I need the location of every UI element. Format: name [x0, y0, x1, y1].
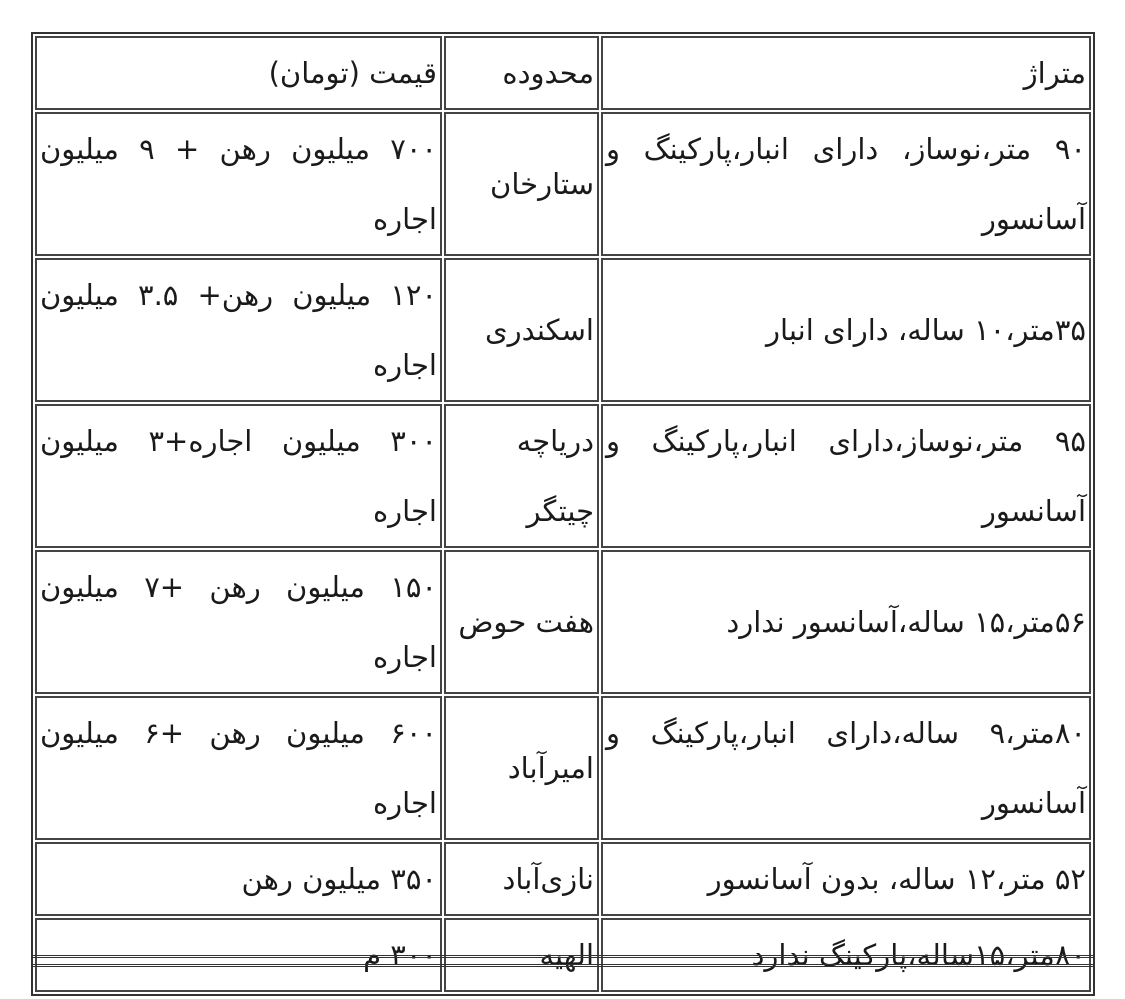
cell-price: ۱۲۰ میلیون رهن+ ۳.۵ میلیون اجاره	[35, 258, 442, 402]
cell-metrage: ۸۰متر،۱۵ساله،پارکینگ ندارد	[601, 918, 1091, 992]
cell-price: ۶۰۰ میلیون رهن +۶ میلیون اجاره	[35, 696, 442, 840]
table-row	[35, 112, 1091, 256]
cell-metrage: ۸۰متر،۹ ساله،دارای انبار،پارکینگ و آسانسور	[601, 696, 1091, 840]
listing-table	[31, 32, 1095, 996]
cell-area: امیرآباد	[444, 696, 599, 840]
table-row	[35, 550, 1091, 694]
table-row	[35, 842, 1091, 916]
table-header-row	[35, 36, 1091, 110]
cell-metrage: ۳۵متر،۱۰ ساله، دارای انبار	[601, 258, 1091, 402]
cell-area: اسکندری	[444, 258, 599, 402]
cell-area: الهیه	[444, 918, 599, 992]
header-metrage: متراژ	[601, 36, 1091, 110]
cell-price: ۷۰۰ میلیون رهن + ۹ میلیون اجاره	[35, 112, 442, 256]
cell-price: ۱۵۰ میلیون رهن +۷ میلیون اجاره	[35, 550, 442, 694]
cell-area: ستارخان	[444, 112, 599, 256]
header-area: محدوده	[444, 36, 599, 110]
cell-price: ۳۵۰ میلیون رهن	[35, 842, 442, 916]
header-price: قیمت (تومان)	[35, 36, 442, 110]
cell-metrage: ۹۵ متر،نوساز،دارای انبار،پارکینگ و آسانسور	[601, 404, 1091, 548]
cell-area: هفت حوض	[444, 550, 599, 694]
table-row	[35, 696, 1091, 840]
cell-price: ۳۰۰ میلیون اجاره+۳ میلیون اجاره	[35, 404, 442, 548]
listing-table-container	[31, 32, 1095, 996]
cell-metrage: ۵۲ متر،۱۲ ساله، بدون آسانسور	[601, 842, 1091, 916]
cell-metrage: ۵۶متر،۱۵ ساله،آسانسور ندارد	[601, 550, 1091, 694]
table-row	[35, 258, 1091, 402]
cell-metrage: ۹۰ متر،نوساز، دارای انبار،پارکینگ و آسانسور	[601, 112, 1091, 256]
cell-area: نازی‌آباد	[444, 842, 599, 916]
table-row	[35, 404, 1091, 548]
table-footer-divider	[31, 955, 1095, 967]
cell-area: دریاچه چیتگر	[444, 404, 599, 548]
cell-price: ۳۰۰ م	[35, 918, 442, 992]
